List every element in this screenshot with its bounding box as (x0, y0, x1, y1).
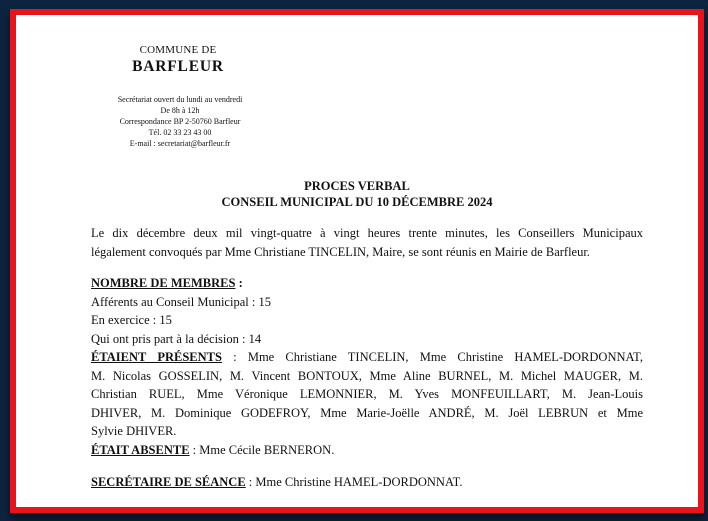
contact-email: E-mail : secretariat@barfleur.fr (129, 139, 231, 148)
members-afferents: Afférents au Conseil Municipal : 15 (91, 294, 271, 309)
present-line-5: Sylvie DHIVER. (91, 424, 177, 438)
secretary-heading: SECRÉTAIRE DE SÉANCE (91, 475, 246, 489)
absent-line (91, 441, 643, 460)
members-exercice: En exercice : 15 (91, 313, 172, 327)
present-line-1 (91, 348, 643, 367)
title-line-2: CONSEIL MUNICIPAL DU 10 DÉCEMBRE 2024 (221, 195, 493, 209)
absent-name: : Mme Cécile BERNERON. (189, 443, 335, 457)
intro-line-1: Le dix décembre deux mil vingt-quatre à vingt heures trente minutes, les Conseillers Municipaux (91, 226, 643, 240)
secretary-section (91, 473, 643, 492)
members-heading: NOMBRE DE MEMBRES (91, 276, 236, 290)
present-heading: ÉTAIENT PRÉSENTS (91, 350, 222, 364)
members-section (91, 274, 643, 348)
members-decision: Qui ont pris part à la décision : 14 (91, 331, 262, 346)
contact-address: Correspondance BP 2-50760 Barfleur (119, 117, 241, 126)
document-frame (10, 9, 704, 513)
contact-hours: Secrétariat ouvert du lundi au vendredi (117, 95, 243, 104)
present-first-names: : Mme Christiane TINCELIN, Mme Christine HAMEL-DORDONNAT, (221, 350, 643, 364)
town-name: BARFLEUR (132, 58, 224, 75)
document-page (16, 15, 698, 507)
intro-line-2: légalement convoqués par Mme Christiane TINCELIN, Maire, se sont réunis en Mairie de Barfleur. (91, 244, 590, 259)
contact-phone: Tél. 02 33 23 43 00 (148, 128, 212, 137)
absent-section (91, 441, 643, 460)
present-section (91, 348, 643, 441)
commune-label: COMMUNE DE (139, 44, 217, 56)
members-heading-line (91, 274, 643, 293)
present-line-3: Christian RUEL, Mme Véronique LEMONNIER, M. Yves MONFEUILLART, M. Jean-Louis (91, 387, 643, 401)
present-line-4: DHIVER, M. Dominique GODEFROY, Mme Marie-Joëlle ANDRÉ, M. Joël LEBRUN et Mme (91, 405, 643, 420)
members-heading-colon: : (235, 276, 243, 290)
secretary-line (91, 473, 643, 492)
title-line-1: PROCES VERBAL (304, 179, 410, 193)
present-line-2: M. Nicolas GOSSELIN, M. Vincent BONTOUX, Mme Aline BURNEL, M. Michel MAUGER, M. (91, 368, 643, 383)
intro-paragraph (91, 224, 643, 261)
contact-times: De 8h à 12h (160, 106, 200, 115)
contact-block (90, 94, 270, 149)
absent-heading: ÉTAIT ABSENTE (91, 443, 190, 457)
secretary-name: : Mme Christine HAMEL-DORDONNAT. (245, 475, 463, 489)
